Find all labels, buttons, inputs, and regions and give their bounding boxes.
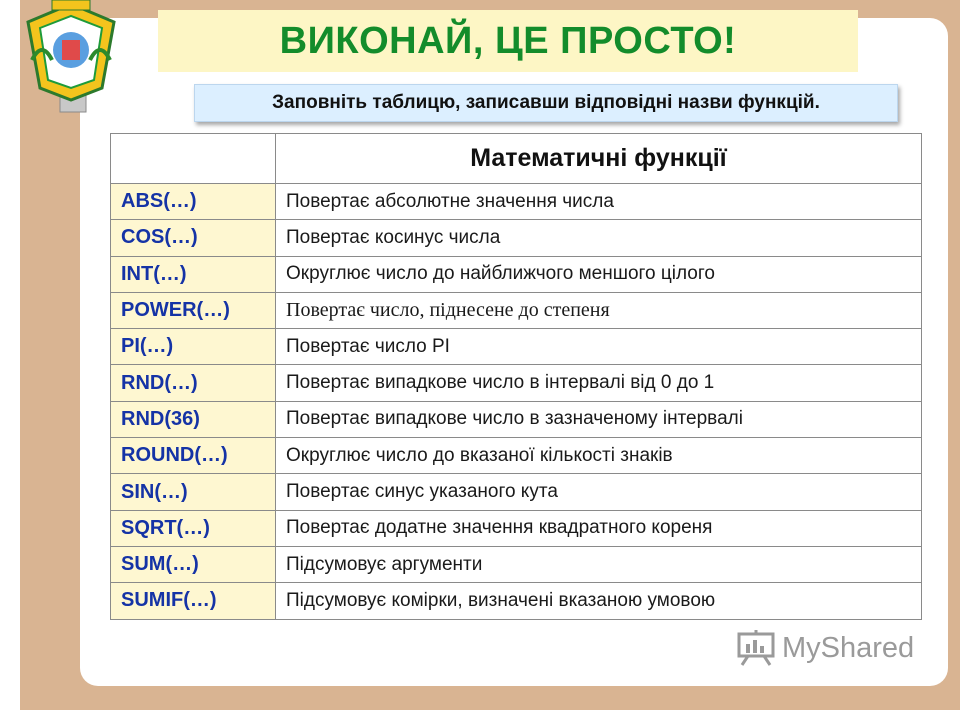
school-emblem-icon [22, 0, 120, 118]
function-name-cell: SUM(…) [111, 546, 276, 582]
function-description-cell: Підсумовує комірки, визначені вказаною умовою [276, 583, 922, 619]
table-row [111, 365, 922, 401]
watermark-text: MyShared [782, 631, 915, 664]
function-description-cell: Округлює число до найближчого меншого цілого [276, 256, 922, 292]
function-description-cell: Підсумовує аргументи [276, 546, 922, 582]
table-row [111, 474, 922, 510]
function-name-cell: ABS(…) [111, 184, 276, 220]
function-description-cell: Повертає косинус числа [276, 220, 922, 256]
function-name-cell: RND(…) [111, 365, 276, 401]
function-description-cell: Повертає додатне значення квадратного кореня [276, 510, 922, 546]
table-row [111, 292, 922, 328]
function-description-cell: Округлює число до вказаної кількості знаків [276, 438, 922, 474]
table-row [111, 220, 922, 256]
function-name-cell: POWER(…) [111, 292, 276, 328]
instruction-banner [194, 84, 898, 122]
function-name-cell: SQRT(…) [111, 510, 276, 546]
table-header-row [111, 134, 922, 184]
function-description-cell: Повертає випадкове число в зазначеному інтервалі [276, 401, 922, 437]
table-row [111, 546, 922, 582]
function-description-cell: Повертає абсолютне значення числа [276, 184, 922, 220]
function-name-cell: SUMIF(…) [111, 583, 276, 619]
header-corner-cell [111, 134, 276, 184]
function-description-cell: Повертає випадкове число в інтервалі від 0 до 1 [276, 365, 922, 401]
title-banner [158, 10, 858, 72]
instruction-text: Заповніть таблицю, записавши відповідні назви функцій. [272, 92, 820, 113]
function-description-cell: Повертає число, піднесене до степеня [276, 292, 922, 328]
function-name-cell: PI(…) [111, 329, 276, 365]
table-row [111, 256, 922, 292]
table-row [111, 510, 922, 546]
table-row [111, 438, 922, 474]
functions-table [110, 133, 922, 620]
function-description-cell: Повертає синус указаного кута [276, 474, 922, 510]
function-name-cell: INT(…) [111, 256, 276, 292]
function-description-cell: Повертає число PI [276, 329, 922, 365]
function-name-cell: SIN(…) [111, 474, 276, 510]
table-row [111, 184, 922, 220]
table-row [111, 329, 922, 365]
function-name-cell: ROUND(…) [111, 438, 276, 474]
function-name-cell: RND(36) [111, 401, 276, 437]
header-math-functions: Математичні функції [276, 134, 922, 184]
watermark[interactable] [736, 630, 914, 666]
table-row [111, 583, 922, 619]
function-name-cell: COS(…) [111, 220, 276, 256]
presentation-board-icon [736, 630, 776, 666]
table-row [111, 401, 922, 437]
page-title: ВИКОНАЙ, ЦЕ ПРОСТО! [279, 20, 737, 62]
